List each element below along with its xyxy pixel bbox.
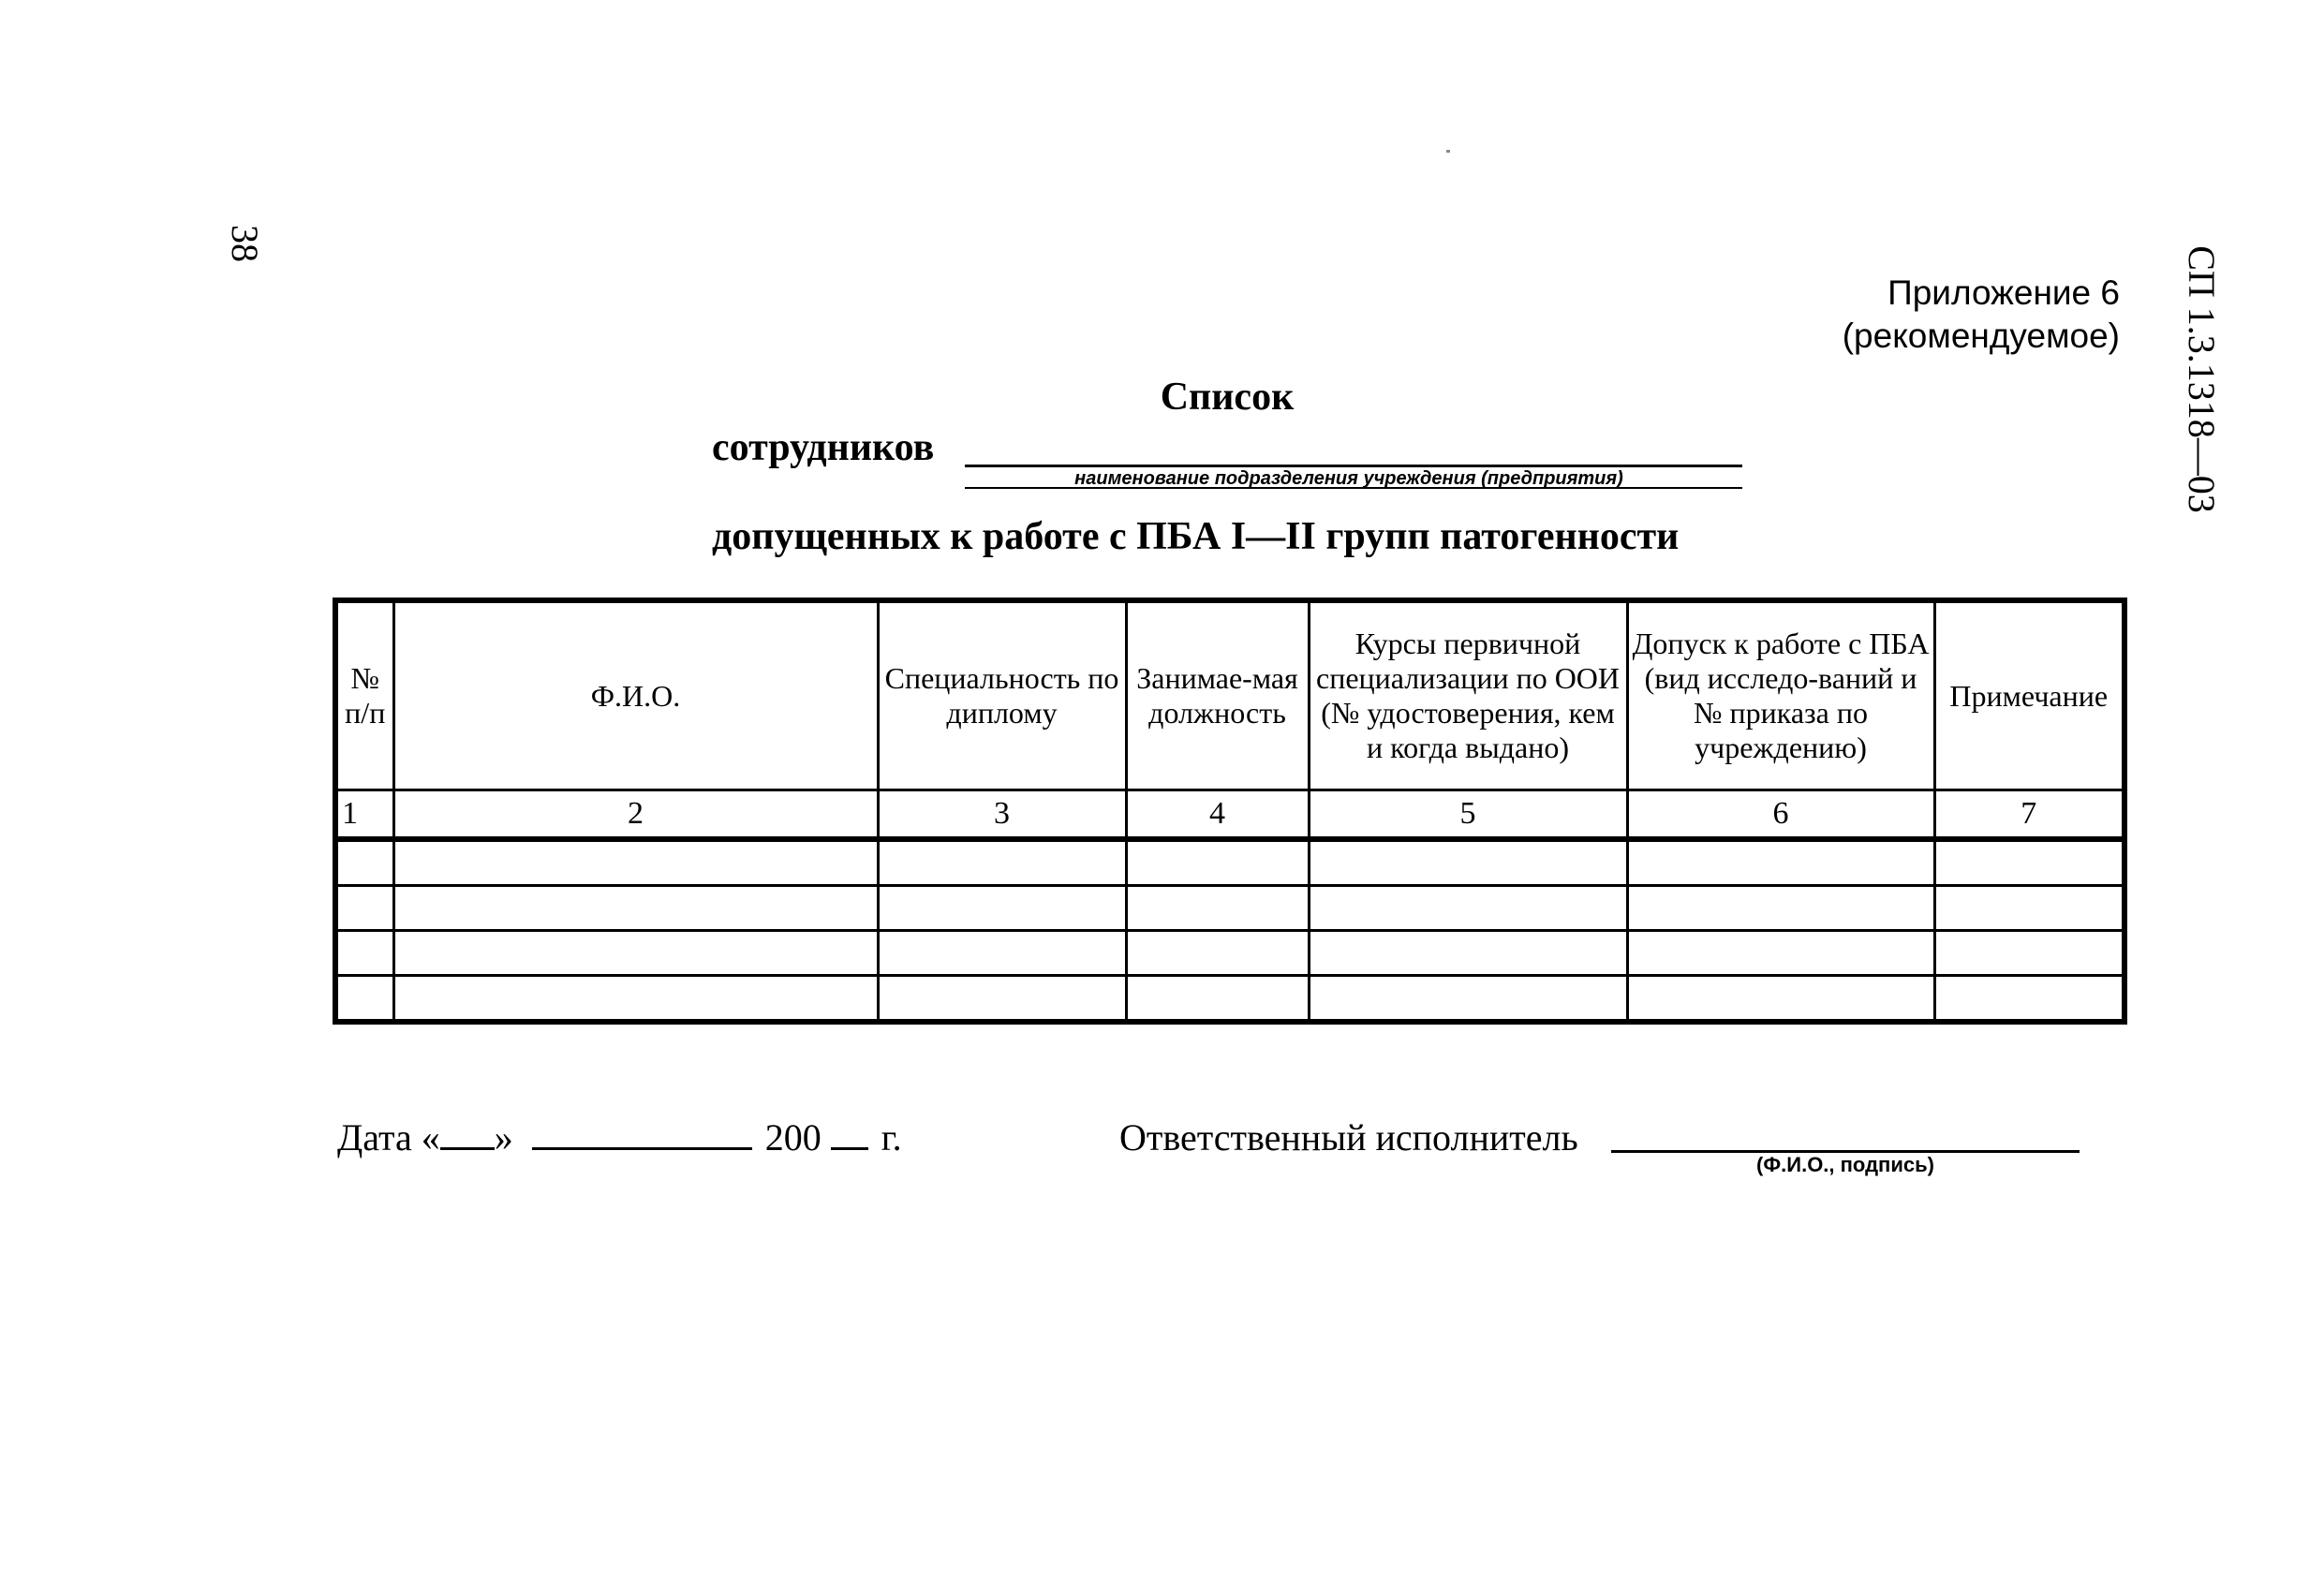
- column-number: 3: [878, 790, 1126, 840]
- date-year-prefix: 200: [764, 1116, 822, 1159]
- date-month-field[interactable]: [532, 1110, 752, 1150]
- column-numbers-row: [335, 790, 2124, 840]
- appendix-label: [1843, 272, 2120, 358]
- page-title: Список: [1160, 376, 1295, 419]
- header-number: № п/п: [335, 600, 393, 790]
- column-number: 5: [1309, 790, 1627, 840]
- date-year-field[interactable]: [831, 1110, 868, 1150]
- subtitle-second-line: допущенных к работе с ПБА I—II групп патогенности: [712, 515, 1680, 558]
- table-cell[interactable]: [1934, 976, 2124, 1023]
- table-cell[interactable]: [1309, 886, 1627, 931]
- table-cell[interactable]: [1627, 886, 1934, 931]
- employee-list-table: [333, 598, 2127, 1025]
- table-cell[interactable]: [878, 839, 1126, 886]
- table-cell[interactable]: [1126, 839, 1309, 886]
- table-cell[interactable]: [1934, 839, 2124, 886]
- table-cell[interactable]: [1934, 886, 2124, 931]
- table-cell[interactable]: [335, 839, 393, 886]
- responsible-caption: (Ф.И.О., подпись): [1756, 1153, 1934, 1176]
- subdivision-caption-underline: [965, 487, 1742, 489]
- column-number: 6: [1627, 790, 1934, 840]
- date-line: [337, 1110, 902, 1166]
- scan-dot: [1446, 150, 1450, 153]
- table-row: [335, 886, 2124, 931]
- column-number: 7: [1934, 790, 2124, 840]
- header-note: Примечание: [1934, 600, 2124, 790]
- table-cell[interactable]: [1934, 931, 2124, 976]
- table-cell[interactable]: [878, 886, 1126, 931]
- column-number: 2: [393, 790, 878, 840]
- table-header-row: [335, 600, 2124, 790]
- responsible-label: Ответственный исполнитель: [1119, 1116, 1578, 1159]
- table-row: [335, 931, 2124, 976]
- table-cell[interactable]: [878, 931, 1126, 976]
- header-fio: Ф.И.О.: [393, 600, 878, 790]
- column-number: 1: [335, 790, 393, 840]
- table-cell[interactable]: [878, 976, 1126, 1023]
- appendix-type: (рекомендуемое): [1842, 317, 2120, 355]
- table-row: [335, 839, 2124, 886]
- table-cell[interactable]: [1627, 976, 1934, 1023]
- table-cell[interactable]: [1309, 839, 1627, 886]
- table-cell[interactable]: [1627, 839, 1934, 886]
- column-number: 4: [1126, 790, 1309, 840]
- header-courses: Курсы первичной специализации по ООИ (№ удостоверения, кем и когда выдано): [1309, 600, 1627, 790]
- appendix-number: Приложение 6: [1887, 273, 2120, 312]
- table-row: [335, 976, 2124, 1023]
- table-cell[interactable]: [335, 931, 393, 976]
- document-code: СП 1.3.1318—03: [2181, 245, 2223, 513]
- table-cell[interactable]: [1309, 931, 1627, 976]
- subdivision-name-caption: наименование подразделения учреждения (предприятия): [1074, 468, 1623, 489]
- header-admission: Допуск к работе с ПБА (вид исследо-ваний и № приказа по учреждению): [1627, 600, 1934, 790]
- table-cell[interactable]: [393, 839, 878, 886]
- header-specialty: Специальность по диплому: [878, 600, 1126, 790]
- table-cell[interactable]: [393, 886, 878, 931]
- table-cell[interactable]: [393, 931, 878, 976]
- header-position: Занимае-мая должность: [1126, 600, 1309, 790]
- table-cell[interactable]: [1126, 886, 1309, 931]
- date-label: Дата «: [337, 1116, 440, 1159]
- table-cell[interactable]: [1126, 976, 1309, 1023]
- table-cell[interactable]: [335, 886, 393, 931]
- date-day-field[interactable]: [440, 1110, 495, 1150]
- table-cell[interactable]: [335, 976, 393, 1023]
- page-number: 38: [224, 225, 266, 262]
- table-cell[interactable]: [1309, 976, 1627, 1023]
- date-quote-close: »: [494, 1116, 513, 1159]
- table-cell[interactable]: [1627, 931, 1934, 976]
- subtitle-label: сотрудников: [712, 426, 935, 469]
- table-cell[interactable]: [393, 976, 878, 1023]
- date-year-suffix: г.: [881, 1116, 902, 1159]
- table-cell[interactable]: [1126, 931, 1309, 976]
